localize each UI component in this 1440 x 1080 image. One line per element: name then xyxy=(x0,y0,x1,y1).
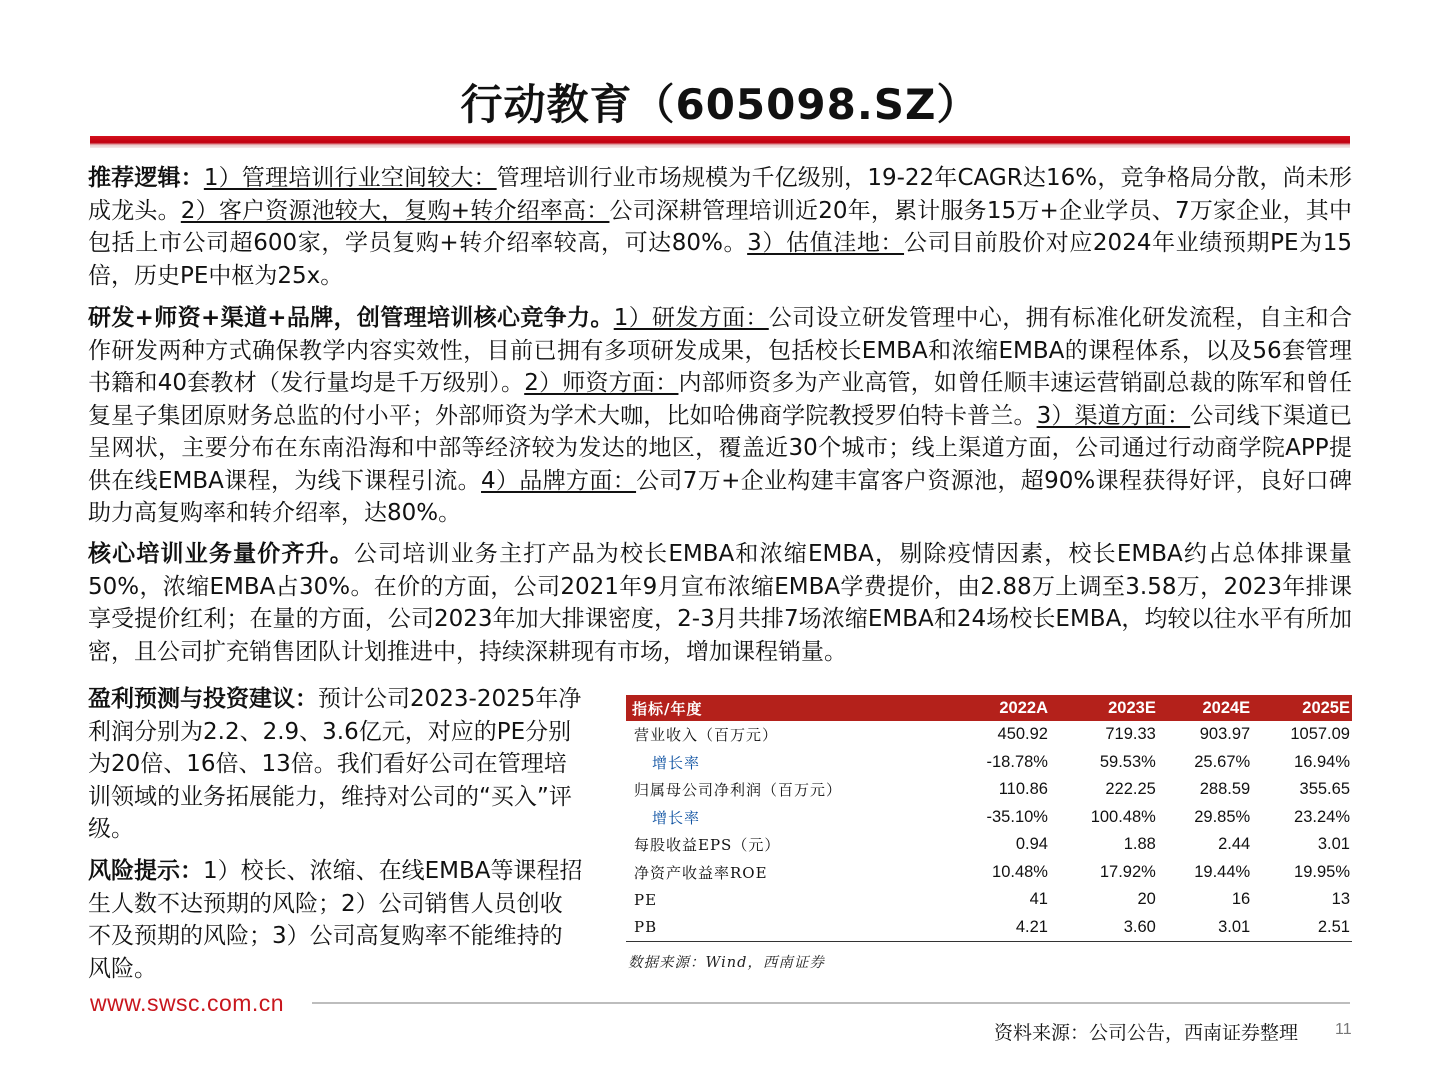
table-cell: 1057.09 xyxy=(1290,725,1350,744)
footer-divider xyxy=(312,1002,1350,1004)
table-row xyxy=(626,804,1352,832)
table-cell: 3.01 xyxy=(1158,914,1252,942)
table-cell: 19.95% xyxy=(1294,862,1350,881)
table-cell: 25.67% xyxy=(1194,752,1251,771)
paragraph-lead: 核心培训业务量价齐升。 xyxy=(88,541,354,567)
table-cell: 17.92% xyxy=(1099,862,1156,881)
table-row xyxy=(626,886,1352,914)
point-heading: 3）估值洼地： xyxy=(747,230,905,256)
table-cell: 4.21 xyxy=(948,914,1050,942)
financial-forecast-table xyxy=(626,695,1352,942)
table-header-cell: 2025E xyxy=(1252,695,1352,721)
point-heading: 4）品牌方面： xyxy=(481,467,637,494)
point-heading: 3）渠道方面： xyxy=(1036,402,1191,429)
table-cell: 110.86 xyxy=(998,780,1048,799)
company-url[interactable]: www.swsc.com.cn xyxy=(90,990,285,1016)
table-row xyxy=(626,721,1352,749)
row-label: 净资产收益率ROE xyxy=(634,863,768,882)
table-cell: 2.44 xyxy=(1218,835,1251,854)
row-label: 增长率 xyxy=(652,753,701,772)
paragraph-risk-warning xyxy=(88,855,584,985)
table-header-cell: 2023E xyxy=(1050,695,1158,721)
table-cell: 59.53% xyxy=(1099,752,1156,771)
row-label: 归属母公司净利润（百万元） xyxy=(634,781,843,800)
footer-source: 资料来源：公司公告，西南证券整理 xyxy=(994,1022,1299,1044)
table-row xyxy=(626,914,1352,942)
table-cell: 355.65 xyxy=(1299,780,1350,799)
table-cell: 3.60 xyxy=(1050,914,1158,942)
table-row xyxy=(626,749,1352,777)
row-label: PB xyxy=(626,914,948,942)
table-cell: 903.97 xyxy=(1199,725,1251,744)
table-row xyxy=(626,776,1352,804)
table-cell: 100.48% xyxy=(1090,807,1156,826)
paragraph-investment-advice xyxy=(88,683,584,846)
table-cell: 19.44% xyxy=(1194,862,1251,881)
table-cell: 10.48% xyxy=(992,862,1048,881)
point-text: 内部师资多为产业高管，如曾任顺丰速运营销副总裁的陈军和曾任复星子集团原财务总监的付小平；外部师资为学术大咖，比如哈佛商学院教授罗伯特卡普兰。 xyxy=(88,370,1352,429)
row-label: PE xyxy=(634,890,658,909)
table-cell: 719.33 xyxy=(1105,725,1156,744)
point-heading: 1）管理培训行业空间较大： xyxy=(203,165,497,191)
paragraph-text: 预计公司2023-2025年净利润分别为2.2、2.9、3.6亿元，对应的PE分别为20倍、16倍、13倍。我们看好公司在管理培训领域的业务拓展能力，维持对公司的“买入”评级。 xyxy=(88,686,582,842)
table-cell: 16.94% xyxy=(1294,752,1350,771)
table-cell: 450.92 xyxy=(997,725,1048,744)
table-cell: -35.10% xyxy=(986,807,1048,826)
table-cell: 13 xyxy=(1331,890,1350,909)
table-header-cell: 2022A xyxy=(948,695,1050,721)
paragraph-recommendation-logic xyxy=(88,162,1352,292)
table-cell: 288.59 xyxy=(1199,780,1251,799)
table-row xyxy=(626,831,1352,859)
page-title: 行动教育（605098.SZ） xyxy=(460,80,980,129)
row-label: 每股收益EPS（元） xyxy=(634,836,781,855)
paragraph-lead: 风险提示： xyxy=(88,858,203,884)
paragraph-lead: 研发+师资+渠道+品牌，创管理培训核心竞争力。 xyxy=(88,305,614,331)
point-heading: 1）研发方面： xyxy=(613,305,769,331)
paragraph-text: 1）校长、浓缩、在线EMBA等课程招生人数不达预期的风险；2）公司销售人员创收不及预期的风险；3）公司高复购率不能维持的风险。 xyxy=(88,858,583,982)
point-text: 公司7万+企业构建丰富客户资源池，超90%课程获得好评，良好口碑助力高复购率和转介绍率，达80%。 xyxy=(88,467,1353,526)
table-cell: 1.88 xyxy=(1123,835,1156,854)
table-cell: 16 xyxy=(1231,890,1251,909)
table-cell: 41 xyxy=(1029,890,1048,909)
paragraph-text: 公司培训业务主打产品为校长EMBA和浓缩EMBA，剔除疫情因素，校长EMBA约占总体排课量50%，浓缩EMBA占30%。在价的方面，公司2021年9月宣布浓缩EMBA学费提价，由2.88万上调至3.58万，2023年排课享受提价红利；在量的方面，公司2023年加大排课密度，2-3月共排7场浓缩EMBA和24场校长EMBA，均较以往水平有所加密，且公司扩充销售团队计划推进中，持续深耕现有市场，增加课程销量。 xyxy=(88,541,1353,665)
title-divider-bar xyxy=(90,136,1350,148)
table-cell: 0.94 xyxy=(1015,835,1048,854)
table-cell: 29.85% xyxy=(1194,807,1251,826)
table-cell: -18.78% xyxy=(986,752,1048,771)
paragraph-lead: 盈利预测与投资建议： xyxy=(88,686,318,712)
point-text: 管理培训行业市场规模为千亿级别，19-22年CAGR达16%，竞争格局分散，尚未形成龙头。 xyxy=(88,165,1352,224)
point-text: 公司深耕管理培训近20年，累计服务15万+企业学员、7万家企业，其中包括上市公司超600家，学员复购+转介绍率较高，可达80%。 xyxy=(88,197,1352,256)
table-header-cell: 2024E xyxy=(1158,695,1252,721)
table-cell: 23.24% xyxy=(1294,807,1350,826)
row-label: 增长率 xyxy=(652,808,701,827)
point-text: 公司线下渠道已呈网状，主要分布在东南沿海和中部等经济较为发达的地区，覆盖近30个城市；线上渠道方面，公司通过行动商学院APP提供在线EMBA课程，为线下课程引流。 xyxy=(88,402,1353,494)
paragraph-core-competitiveness xyxy=(88,302,1352,530)
paragraph-lead: 推荐逻辑： xyxy=(88,165,204,191)
table-row xyxy=(626,859,1352,887)
table-header-row xyxy=(626,695,1352,721)
table-header-cell: 指标/年度 xyxy=(626,695,948,721)
point-heading: 2）客户资源池较大，复购+转介绍率高： xyxy=(180,197,610,224)
table-data-source: 数据来源：Wind，西南证券 xyxy=(628,955,825,971)
table-cell: 2.51 xyxy=(1252,914,1352,942)
point-text: 公司目前股价对应2024年业绩预期PE为15倍，历史PE中枢为25x。 xyxy=(88,230,1352,289)
table-cell: 222.25 xyxy=(1105,780,1156,799)
row-label: 营业收入（百万元） xyxy=(634,726,779,745)
page-number: 11 xyxy=(1335,1021,1352,1038)
table-cell: 20 xyxy=(1137,890,1156,909)
paragraph-volume-price xyxy=(88,538,1352,668)
table-cell: 3.01 xyxy=(1317,835,1350,854)
point-heading: 2）师资方面： xyxy=(524,370,679,396)
point-text: 公司设立研发管理中心，拥有标准化研发流程，自主和合作研发两种方式确保教学内容实效性，目前已拥有多项研发成果，包括校长EMBA和浓缩EMBA的课程体系，以及56套管理书籍和40套教材（发行量均是千万级别）。 xyxy=(88,305,1353,396)
